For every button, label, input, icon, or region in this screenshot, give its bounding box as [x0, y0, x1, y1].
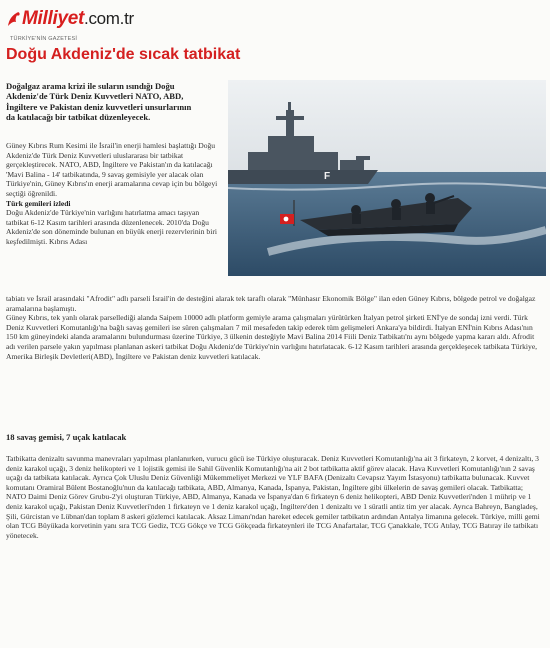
subhead-turk-gemileri: Türk gemileri izledi	[6, 198, 71, 208]
logo-wordmark	[22, 8, 134, 30]
logo-domain: .com.tr	[84, 9, 134, 28]
article-headline: Doğu Akdeniz'de sıcak tatbikat	[6, 46, 241, 63]
milliyet-bird-logo-icon	[6, 10, 22, 28]
article-lede: Doğalgaz arama krizi ile suların ısındığı Doğu Akdeniz'de Türk Deniz Kuvvetleri NATO, ABD, İngiltere ve Pakistan deniz kuvvetleri unsurlarının da katılacağı bir tatbikat düzenleyecek.	[6, 81, 192, 122]
article-body-full	[6, 294, 544, 361]
paragraph-2b: tabiatı ve İsrail arasındaki "Afrodit" adlı parseli İsrail'in de desteğini alarak tek taraflı olarak "Münhasır Ekonomik Bölge" ilan eden Güney Kıbrıs, bölgede petrol ve doğalgaz aramalarına başlamıştı.	[6, 294, 536, 313]
paragraph-4: Tatbikatta denizaltı savunma manevraları yapılması planlanırken, vurucu gücü ise Türkiye oluşturacak. Deniz Kuvvetleri Komutanlığı'na ait 3 firkateyn, 2 korvet, 4 denizaltı, 3 deniz karakol uçağı, 3 deniz helikopteri ve 1 lojistik gemisi ile Sahil Güvenlik Komutanlığı'na ait 2 bot tatbikatta aktif görev alacak. Hava Kuvvetleri Komutanlığı'nın 2 savaş uçağı da tatbikata katılacak. Ayrıca Çok Uluslu Deniz Güvenliği Mükemmeliyet Merkezi ve YLF BAFA (Denizaltı Cevapsız Yayım İstasyonu) tatbikatta bulunacak. Kuvvet komutanı Oramiral Bülent Bostanoğlu'nun da katılacağı tatbikata, ABD, Almanya, Kanada, İspanya, Pakistan, İngiltere gibi ülkelerin de savaş gemileri olacak. Tatbikatta; NATO Daimi Deniz Görev Grubu-2'yi oluşturan Türkiye, ABD, Almanya, Kanada ve İspanya'dan 6 firkateyn 6 deniz helikopteri, ABD Deniz Kuvvetleri'nden 1 mührip ve 1 deniz karakol uçağı, Pakistan Deniz Kuvvetleri'nden 1 firkateyn ve 1 deniz karakol uçağı, İngiltere'den 1 denizaltı ve 1 süratli antiz tim yer alacak. Ayrıca Bahreyn, Bangladeş, Şili, Gürcistan ve Lübnan'dan toplam 8 askeri gözlemci katılacak. Aksaz Limanı'ndan hareket edecek gemiler tatbikatın ardından Antalya limanına gelecek. Türkiye, milli gemi olan TCG Büyükada korvetinin yanı sıra TCG Gediz, TCG Gökçe ve TCG Gökçeada firkateynleri ile TCG Anafartalar, TCG Çanakkale, TCG Atılay, TCG Batıray ile tatbikatı yönetecek.	[6, 454, 540, 540]
masthead-tagline: TÜRKİYE'NİN GAZETESİ	[10, 36, 78, 42]
subhead-18-savas-gemisi: 18 savaş gemisi, 7 uçak katılacak	[6, 432, 127, 442]
svg-text:F: F	[324, 171, 331, 182]
article-body-bottom	[6, 454, 544, 540]
article-body-left	[6, 141, 220, 247]
article-photo	[228, 80, 546, 276]
masthead	[6, 8, 186, 42]
paragraph-2a: Doğu Akdeniz'de Türkiye'nin varlığını hatırlatma amacı taşıyan tatbikat 6-12 Kasım tarihleri arasında düzenlenecek. 2010'da Doğu Akdeniz'de son döneminde bulunan en büyük enerji rezervlerinin biri keşfedilmişti. Kıbrıs Adası	[6, 208, 217, 246]
paragraph-1: Güney Kıbrıs Rum Kesimi ile İsrail'in enerji hamlesi başlattığı Doğu Akdeniz'de Türk Deniz Kuvvetleri uluslararası bir tatbikat gerçekleştirecek. NATO, ABD, İngiltere ve Pakistan'ın da katılacağı 'Mavi Balina - 14' tatbikatında, 9 savaş gemisiyle yer alacak olan Türkiye'nin, Güney Kıbrıs'ın enerji aramalarına cevap için bu bölgeyi seçtiği öğrenildi.	[6, 141, 218, 198]
logo-name: Milliyet	[22, 8, 85, 29]
paragraph-3: Güney Kıbrıs, tek yanlı olarak parsellediği alanda Saipem 10000 adlı platform gemiyle arama çalışmaları yürütürken İtalyan petrol şirketi ENİ'ye de sondaj izni verdi. Türk Deniz Kuvvetleri Komutanlığı'na bağlı savaş gemileri ise süren çalışmaları 7 mil mesafeden takip ederek tüm gelişmeleri Ankara'ya bildirdi. İtalyan ENİ'nin Kıbrıs Adası'nın 150 km güneyindeki alanda aramalarını bulundurması üzerine Türkiye, 3 ülkenin desteğiyle Mavi Balina 2014 Fiili Deniz Tatbikatı'nı aynı bölgede yapma kararı aldı. Afrodit adı verilen parsele yakın yapılması planlanan askeri tatbikat Doğu Akdeniz'de Türkiye'nin varlığını hatırlatacak. 6-12 Kasım tarihleri arasında gerçekleşecek tatbikata Türkiye, Amerika Birleşik Devletleri(ABD), İngiltere ve Pakistan deniz kuvvetleri katılacak.	[6, 313, 538, 361]
warship-speedboat-illustration	[228, 80, 546, 276]
